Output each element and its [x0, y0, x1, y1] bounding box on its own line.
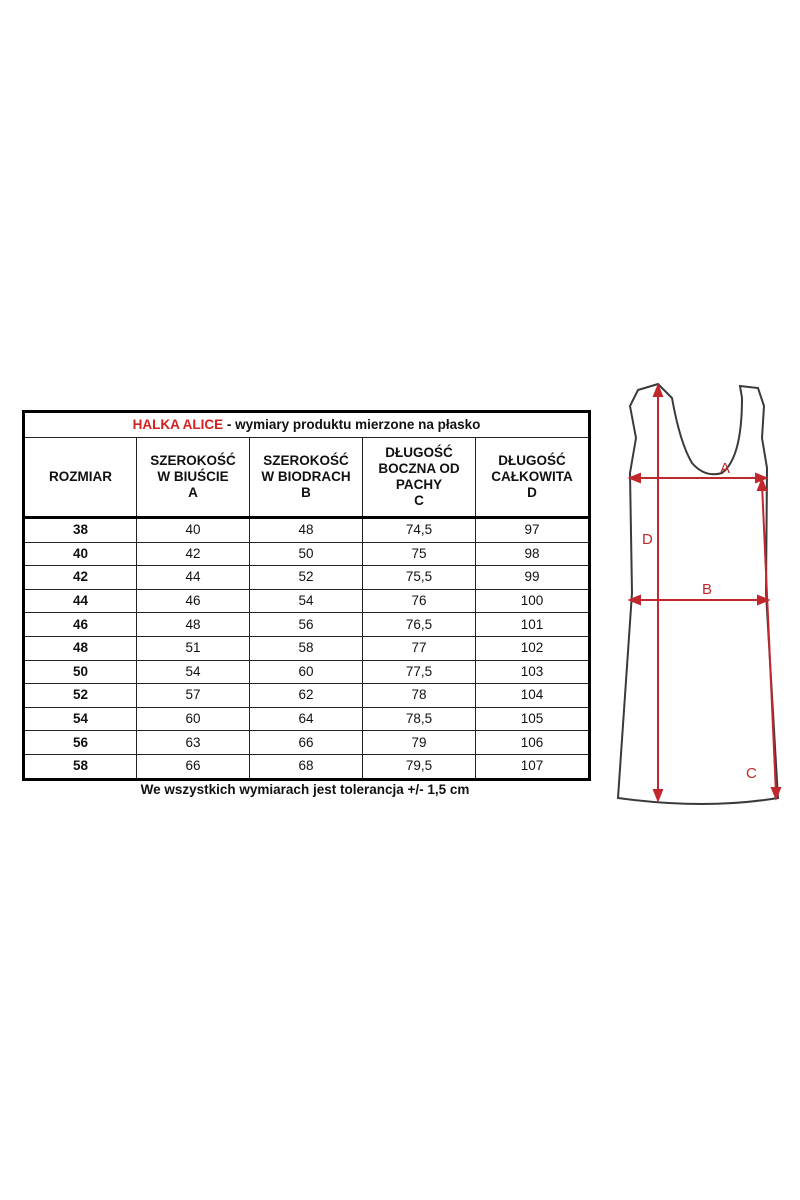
column-header-line: SZEROKOŚĆ [263, 453, 349, 468]
column-header-line: ROZMIAR [49, 469, 112, 484]
measurement-cell: 57 [137, 684, 250, 708]
column-header-line: BOCZNA OD [378, 461, 460, 476]
table-row [24, 518, 590, 543]
size-cell: 58 [24, 754, 137, 779]
arrowhead-a-left [630, 474, 640, 482]
size-cell: 52 [24, 684, 137, 708]
measurement-cell: 76 [363, 589, 476, 613]
measurement-cell: 62 [250, 684, 363, 708]
measurement-cell: 40 [137, 518, 250, 543]
label-b: B [702, 581, 713, 598]
column-header-line: DŁUGOŚĆ [498, 453, 566, 468]
measurement-cell: 66 [137, 754, 250, 779]
label-c: C [746, 765, 757, 782]
measurement-cell: 63 [137, 731, 250, 755]
size-cell: 50 [24, 660, 137, 684]
table-row [24, 754, 590, 779]
table-body [24, 518, 590, 780]
measurement-cell: 78,5 [363, 707, 476, 731]
table-row [24, 636, 590, 660]
measurement-cell: 106 [476, 731, 590, 755]
table-row [24, 542, 590, 566]
column-header-line: C [414, 493, 424, 508]
measurement-cell: 79,5 [363, 754, 476, 779]
size-cell: 48 [24, 636, 137, 660]
measurement-cell: 74,5 [363, 518, 476, 543]
size-cell: 40 [24, 542, 137, 566]
measurement-cell: 104 [476, 684, 590, 708]
table-row [24, 707, 590, 731]
measurement-cell: 64 [250, 707, 363, 731]
size-table [22, 410, 591, 781]
measurement-cell: 100 [476, 589, 590, 613]
column-header-0 [24, 438, 137, 518]
measurement-cell: 54 [250, 589, 363, 613]
dress-diagram [610, 378, 800, 808]
size-cell: 44 [24, 589, 137, 613]
size-cell: 56 [24, 731, 137, 755]
measurement-cell: 60 [250, 660, 363, 684]
size-cell: 42 [24, 566, 137, 590]
measurement-cell: 58 [250, 636, 363, 660]
measurement-cell: 46 [137, 589, 250, 613]
column-header-line: PACHY [395, 477, 443, 492]
size-table-wrap [22, 410, 588, 781]
measurement-cell: 48 [137, 613, 250, 637]
size-cell: 38 [24, 518, 137, 543]
column-header-line: D [527, 485, 537, 500]
column-header-3 [363, 438, 476, 518]
measurement-cell: 76,5 [363, 613, 476, 637]
measurement-cell: 77,5 [363, 660, 476, 684]
measurement-cell: 66 [250, 731, 363, 755]
measurement-cell: 102 [476, 636, 590, 660]
label-a: A [720, 460, 731, 477]
size-cell: 46 [24, 613, 137, 637]
measurement-cell: 98 [476, 542, 590, 566]
column-header-line: W BIODRACH [261, 469, 351, 484]
table-row [24, 566, 590, 590]
column-header-1 [137, 438, 250, 518]
measurement-cell: 105 [476, 707, 590, 731]
measurement-cell: 48 [250, 518, 363, 543]
measurement-cell: 77 [363, 636, 476, 660]
table-row [24, 613, 590, 637]
size-cell: 54 [24, 707, 137, 731]
measurement-cell: 60 [137, 707, 250, 731]
measurement-cell: 103 [476, 660, 590, 684]
measure-labels [642, 460, 757, 782]
table-row [24, 589, 590, 613]
table-title-brand: HALKA ALICE [132, 417, 224, 432]
measurement-cell: 79 [363, 731, 476, 755]
measurement-cell: 54 [137, 660, 250, 684]
table-title [24, 412, 590, 438]
table-row [24, 731, 590, 755]
column-header-line: DŁUGOŚĆ [385, 445, 453, 460]
table-row [24, 660, 590, 684]
column-header-line: B [301, 485, 311, 500]
measurement-cell: 101 [476, 613, 590, 637]
measure-line-c [762, 484, 776, 794]
measurement-cell: 75,5 [363, 566, 476, 590]
measurement-cell: 56 [250, 613, 363, 637]
measurement-cell: 44 [137, 566, 250, 590]
measurement-cell: 68 [250, 754, 363, 779]
measurement-cell: 52 [250, 566, 363, 590]
column-header-line: SZEROKOŚĆ [150, 453, 236, 468]
measurement-cell: 42 [137, 542, 250, 566]
measurement-cell: 78 [363, 684, 476, 708]
column-header-line: CAŁKOWITA [491, 469, 573, 484]
measurement-cell: 97 [476, 518, 590, 543]
column-header-line: W BIUŚCIE [157, 469, 229, 484]
column-header-4 [476, 438, 590, 518]
measurement-cell: 107 [476, 754, 590, 779]
measurement-cell: 51 [137, 636, 250, 660]
tolerance-note: We wszystkich wymiarach jest tolerancja +/- 1,5 cm [140, 782, 470, 797]
table-header-row [24, 438, 590, 518]
column-header-2 [250, 438, 363, 518]
column-header-line: A [188, 485, 198, 500]
arrowhead-d-bottom [654, 790, 662, 800]
measurement-cell: 50 [250, 542, 363, 566]
measurement-cell: 75 [363, 542, 476, 566]
table-row [24, 684, 590, 708]
dress-outline [618, 384, 778, 804]
label-d: D [642, 531, 653, 548]
table-title-rest: - wymiary produktu mierzone na płasko [223, 417, 481, 432]
measurement-cell: 99 [476, 566, 590, 590]
